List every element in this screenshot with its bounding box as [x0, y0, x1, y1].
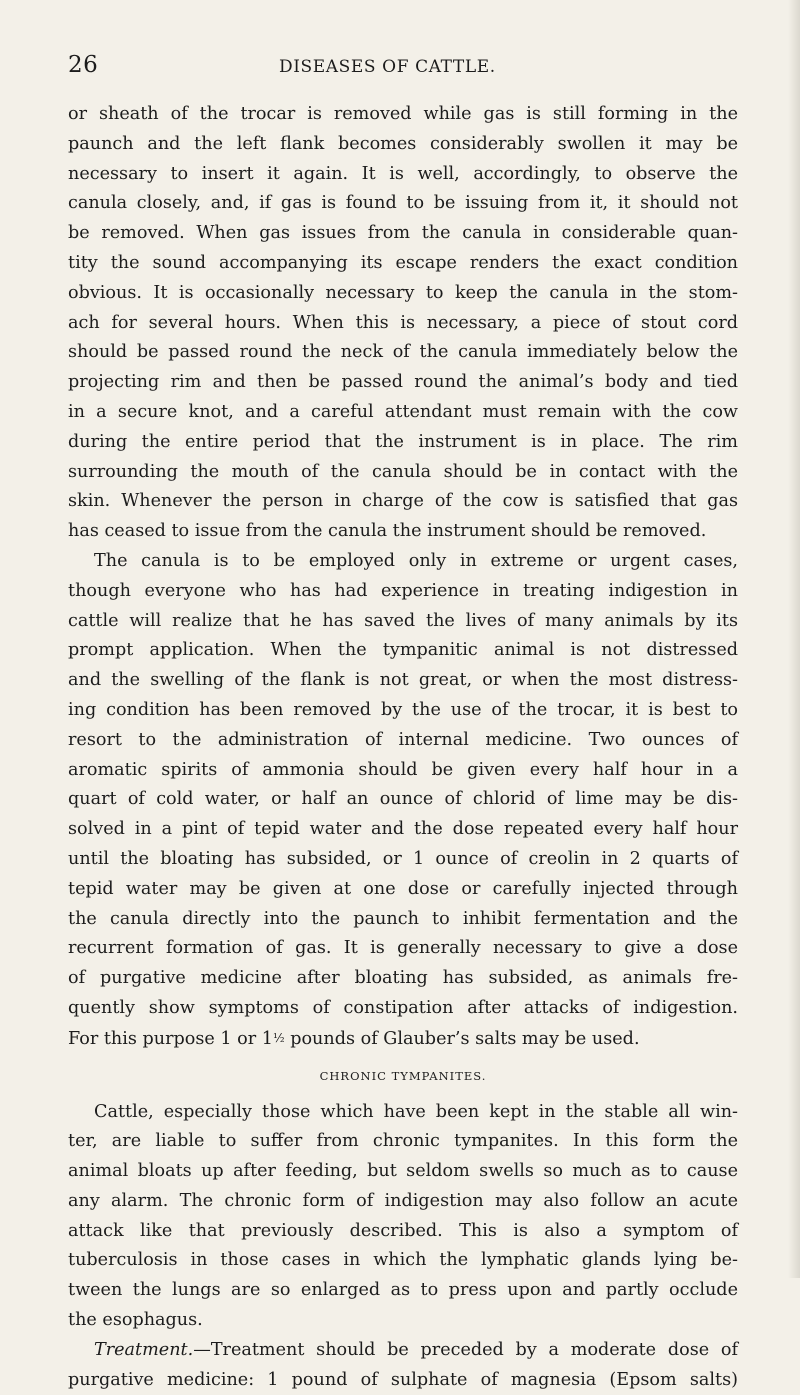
- text-line: tity the sound accompanying its escape renders the exact condition: [68, 252, 738, 273]
- text-line: ter, are liable to suffer from chronic tympanites. In this form the: [68, 1131, 738, 1152]
- text-line: necessary to insert it again. It is well, accordingly, to observe the: [68, 163, 738, 184]
- text-line: quently show symptoms of constipation after attacks of indigestion.: [68, 997, 738, 1018]
- text-line: paunch and the left flank becomes considerably swollen it may be: [68, 133, 738, 154]
- text-line: and the swelling of the flank is not great, or when the most distress-: [68, 670, 738, 691]
- text-line: [68, 1024, 738, 1054]
- text-line: aromatic spirits of ammonia should be given every half hour in a: [68, 759, 738, 780]
- text-line: ing condition has been removed by the use of the trocar, it is best to: [68, 699, 738, 720]
- text-line: quart of cold water, or half an ounce of chlorid of lime may be dis-: [68, 789, 738, 810]
- text-line: recurrent formation of gas. It is generally necessary to give a dose: [68, 938, 738, 959]
- treatment-label: Treatment.: [94, 1339, 194, 1360]
- section-heading: CHRONIC TYMPANITES.: [319, 1068, 487, 1083]
- text-line: any alarm. The chronic form of indigestion may also follow an acute: [68, 1190, 738, 1211]
- text-line: be removed. When gas issues from the canula in considerable quan-: [68, 223, 738, 244]
- text-fragment: —Treatment should be preceded by a moderate dose of: [193, 1339, 738, 1360]
- text-line: in a secure knot, and a careful attendant must remain with the cow: [68, 401, 738, 422]
- text-line: Cattle, especially those which have been kept in the stable all win-: [94, 1101, 738, 1122]
- text-line: cattle will realize that he has saved the lives of many animals by its: [68, 610, 738, 631]
- text-line: attack like that previously described. This is also a symptom of: [68, 1220, 738, 1241]
- page-number: 26: [68, 52, 99, 78]
- text-line: skin. Whenever the person in charge of the cow is satisfied that gas: [68, 491, 738, 512]
- body-text: [68, 100, 738, 1395]
- text-fragment: pounds of Glauber’s salts may be used.: [284, 1028, 640, 1049]
- text-line: has ceased to issue from the canula the instrument should be removed.: [68, 521, 707, 542]
- text-line: tuberculosis in those cases in which the lymphatic glands lying be-: [68, 1250, 738, 1271]
- text-line: [68, 1336, 738, 1366]
- text-line: the canula directly into the paunch to inhibit fermentation and the: [68, 908, 738, 929]
- text-line: prompt application. When the tympanitic animal is not distressed: [68, 640, 738, 661]
- paragraph-1: [68, 100, 738, 547]
- paragraph-4: [68, 1336, 738, 1395]
- fraction-half: ½: [272, 1030, 285, 1045]
- text-line: solved in a pint of tepid water and the dose repeated every half hour: [68, 819, 738, 840]
- text-line: tepid water may be given at one dose or carefully injected through: [68, 878, 738, 899]
- text-line: projecting rim and then be passed round the animal’s body and tied: [68, 372, 738, 393]
- text-line: or sheath of the trocar is removed while gas is still forming in the: [68, 104, 738, 124]
- page-header: [68, 52, 738, 84]
- text-line: until the bloating has subsided, or 1 ounce of creolin in 2 quarts of: [68, 848, 738, 869]
- text-line: the esophagus.: [68, 1310, 203, 1331]
- text-fragment: For this purpose 1 or 1: [68, 1028, 273, 1049]
- text-line: obvious. It is occasionally necessary to keep the canula in the stom-: [68, 282, 738, 303]
- text-line: canula closely, and, if gas is found to be issuing from it, it should not: [68, 193, 738, 214]
- text-line: tween the lungs are so enlarged as to press upon and partly occlude: [68, 1280, 738, 1301]
- text-line: ach for several hours. When this is necessary, a piece of stout cord: [68, 312, 738, 333]
- running-head: DISEASES OF CATTLE.: [279, 57, 496, 77]
- text-line: of purgative medicine after bloating has subsided, as animals fre-: [68, 968, 738, 989]
- page-edge-shadow: [788, 0, 800, 1278]
- text-line: purgative medicine: 1 pound of sulphate of magnesia (Epsom salts): [68, 1369, 738, 1390]
- text-line: animal bloats up after feeding, but seldom swells so much as to cause: [68, 1161, 738, 1182]
- paragraph-2: [68, 547, 738, 1054]
- text-line: though everyone who has had experience in treating indigestion in: [68, 580, 738, 601]
- text-line: The canula is to be employed only in extreme or urgent cases,: [94, 550, 738, 571]
- text-line: surrounding the mouth of the canula should be in contact with the: [68, 461, 738, 482]
- text-line: resort to the administration of internal medicine. Two ounces of: [68, 729, 738, 750]
- text-line: during the entire period that the instrument is in place. The rim: [68, 431, 738, 452]
- text-line: should be passed round the neck of the canula immediately below the: [68, 342, 738, 363]
- paragraph-3: [68, 1098, 738, 1336]
